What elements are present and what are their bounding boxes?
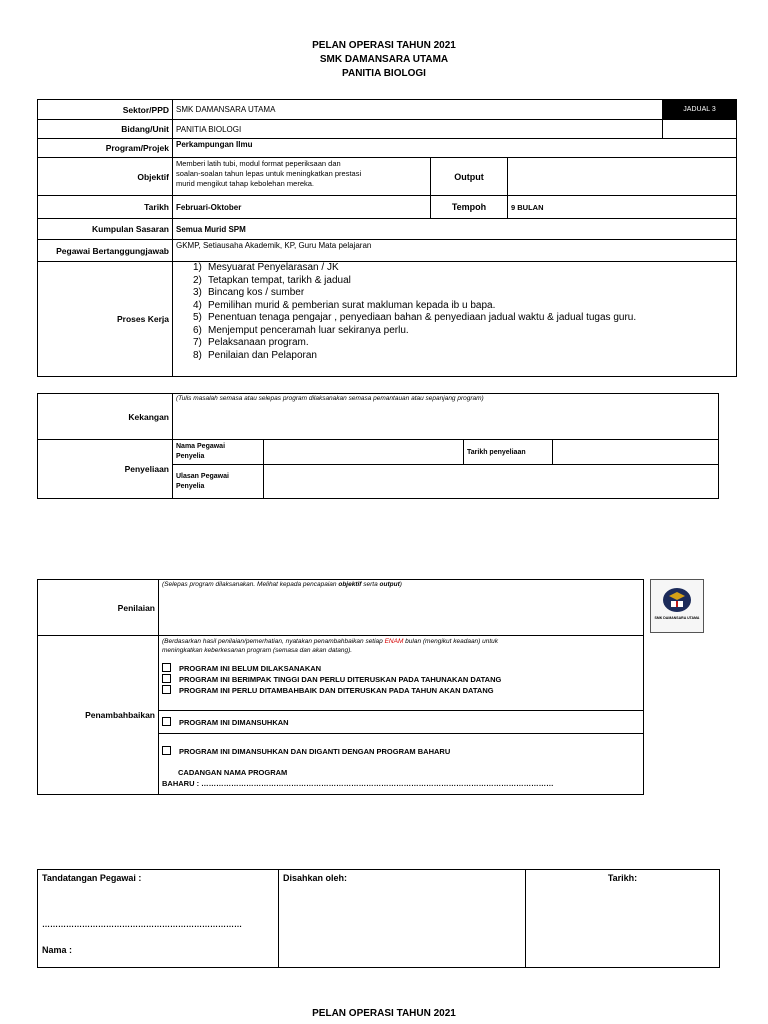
tarikh-label: Tarikh: [607, 873, 638, 883]
objektif-line: soalan-soalan tahun lepas untuk meningkatkan prestasi [176, 169, 362, 178]
checkbox[interactable] [162, 746, 171, 755]
checkbox[interactable] [162, 674, 171, 683]
penambahbaikan-note: (Berdasarkan hasil penilaian/pemerhatian, nyatakan penambahbaikan setiap ENAM bulan (mengikut keadaan) untuk meningkatkan keberkesanan program (semasa dan akan datang). [162, 638, 499, 654]
jadual-badge: JADUAL 3 [663, 100, 737, 120]
tarikh-penyeliaan-field[interactable] [553, 440, 719, 465]
crest-icon [651, 580, 703, 632]
penilaian-label: Penilaian [38, 580, 159, 636]
penilaian-note[interactable]: (Selepas program dilaksanakan. Melihat kepada pencapaian objektif serta output) [159, 580, 644, 636]
kumpulan-label: Kumpulan Sasaran [38, 219, 173, 240]
list-item: 6) Menjemput penceramah luar sekiranya perlu. [193, 324, 409, 336]
tarikh-label: Tarikh [38, 196, 173, 219]
footer-title: PELAN OPERASI TAHUN 2021 [312, 1008, 456, 1019]
tarikh-value[interactable]: Februari-Oktober [173, 196, 431, 219]
school-name: SMK DAMANSARA UTAMA [319, 54, 449, 65]
program-value[interactable]: Perkampungan Ilmu [173, 139, 737, 158]
page-title: PELAN OPERASI TAHUN 2021 [312, 40, 456, 51]
option-diganti[interactable]: PROGRAM INI DIMANSUHKAN DAN DIGANTI DENGAN PROGRAM BAHARU [162, 746, 640, 757]
bidang-label: Bidang/Unit [38, 120, 173, 139]
sektor-label: Sektor/PPD [38, 100, 173, 120]
checkbox[interactable] [162, 685, 171, 694]
sektor-value[interactable]: SMK DAMANSARA UTAMA [173, 100, 663, 120]
nama-label: Nama : [42, 945, 73, 955]
list-item: 5) Penentuan tenaga pengajar , penyediaan bahan & penyediaan jadual waktu & jadual tugas guru. [193, 312, 637, 323]
signature-line: ………………………………………………………………… [42, 920, 242, 929]
option-ditambahbaik[interactable]: PROGRAM INI PERLU DITAMBAHBAIK DAN DITERUSKAN PADA TAHUN AKAN DATANG [162, 685, 640, 696]
list-item: 4) Pemilihan murid & pemberian surat makluman kepada ib u bapa. [193, 299, 496, 311]
output-value[interactable] [508, 158, 737, 196]
penambahbaikan-label: Penambahbaikan [38, 636, 159, 795]
proses-list[interactable] [173, 262, 737, 377]
option-berimpak[interactable]: PROGRAM INI BERIMPAK TINGGI DAN PERLU DITERUSKAN PADA TAHUNAKAN DATANG [162, 674, 640, 685]
list-item: 3) Bincang kos / sumber [193, 287, 305, 298]
bidang-value[interactable]: PANITIA BIOLOGI [173, 120, 663, 139]
objektif-label: Objektif [38, 158, 173, 196]
pegawai-value[interactable]: GKMP, Setiausaha Akademik, KP, Guru Mata pelajaran [173, 240, 737, 262]
nama-pegawai-label: Nama Pegawai Penyelia [173, 440, 264, 465]
ulasan-pegawai-field[interactable] [264, 465, 719, 499]
tempoh-value[interactable]: 9 BULAN [508, 196, 737, 219]
panel-name: PANITIA BIOLOGI [342, 68, 426, 79]
main-table [37, 99, 737, 377]
bidang-extra-cell[interactable] [663, 120, 737, 139]
list-item: 7) Pelaksanaan program. [193, 337, 309, 348]
list-item: 8) Penilaian dan Pelaporan [193, 349, 317, 361]
tarikh-penyeliaan-label: Tarikh penyeliaan [464, 440, 553, 465]
kumpulan-value[interactable]: Semua Murid SPM [173, 219, 737, 240]
nama-pegawai-field[interactable] [264, 440, 464, 465]
objektif-value[interactable] [173, 158, 431, 196]
cadangan-label: CADANGAN NAMA PROGRAM [178, 768, 288, 777]
checkbox[interactable] [162, 717, 171, 726]
tempoh-label: Tempoh [431, 196, 508, 219]
school-logo [650, 579, 704, 633]
option-dimansuhkan-cell [159, 711, 644, 734]
pegawai-label: Pegawai Bertanggungjawab [38, 240, 173, 262]
penilaian-table [37, 579, 644, 795]
disahkan-cell[interactable] [279, 870, 526, 968]
proses-label: Proses Kerja [38, 262, 173, 377]
ulasan-pegawai-label: Ulasan Pegawai Penyelia [173, 465, 264, 499]
objektif-line: murid mengikut tahap kebolehan mereka. [176, 179, 314, 188]
kekangan-table [37, 393, 719, 499]
tarikh-cell[interactable] [526, 870, 720, 968]
output-label: Output [431, 158, 508, 196]
option-belum[interactable]: PROGRAM INI BELUM DILAKSANAKAN [162, 663, 640, 674]
kekangan-note[interactable]: (Tulis masalah semasa atau selepas program dilaksanakan semasa pemantauan atau sepanjang program) [173, 394, 719, 440]
checkbox[interactable] [162, 663, 171, 672]
list-item: 2) Tetapkan tempat, tarikh & jadual [193, 274, 351, 286]
tandatangan-cell[interactable] [38, 870, 279, 968]
tandatangan-label: Tandatangan Pegawai : [42, 873, 142, 883]
program-label: Program/Projek [38, 139, 173, 158]
penambahbaikan-options [159, 636, 644, 711]
list-item: 1) Mesyuarat Penyelarasan / JK [193, 262, 339, 273]
objektif-line: Memberi latih tubi, modul format peperiksaan dan [176, 159, 341, 168]
kekangan-label: Kekangan [38, 394, 173, 440]
logo-text: SMK DAMANSARA UTAMA [654, 616, 700, 620]
cadangan-field[interactable]: BAHARU : …………………………………………………………………………………………………………………………… [162, 779, 554, 788]
option-dimansuhkan[interactable]: PROGRAM INI DIMANSUHKAN [162, 717, 640, 728]
disahkan-label: Disahkan oleh: [283, 873, 348, 883]
penyeliaan-label: Penyeliaan [38, 440, 173, 499]
option-diganti-cell [159, 734, 644, 795]
signature-table [37, 869, 720, 968]
